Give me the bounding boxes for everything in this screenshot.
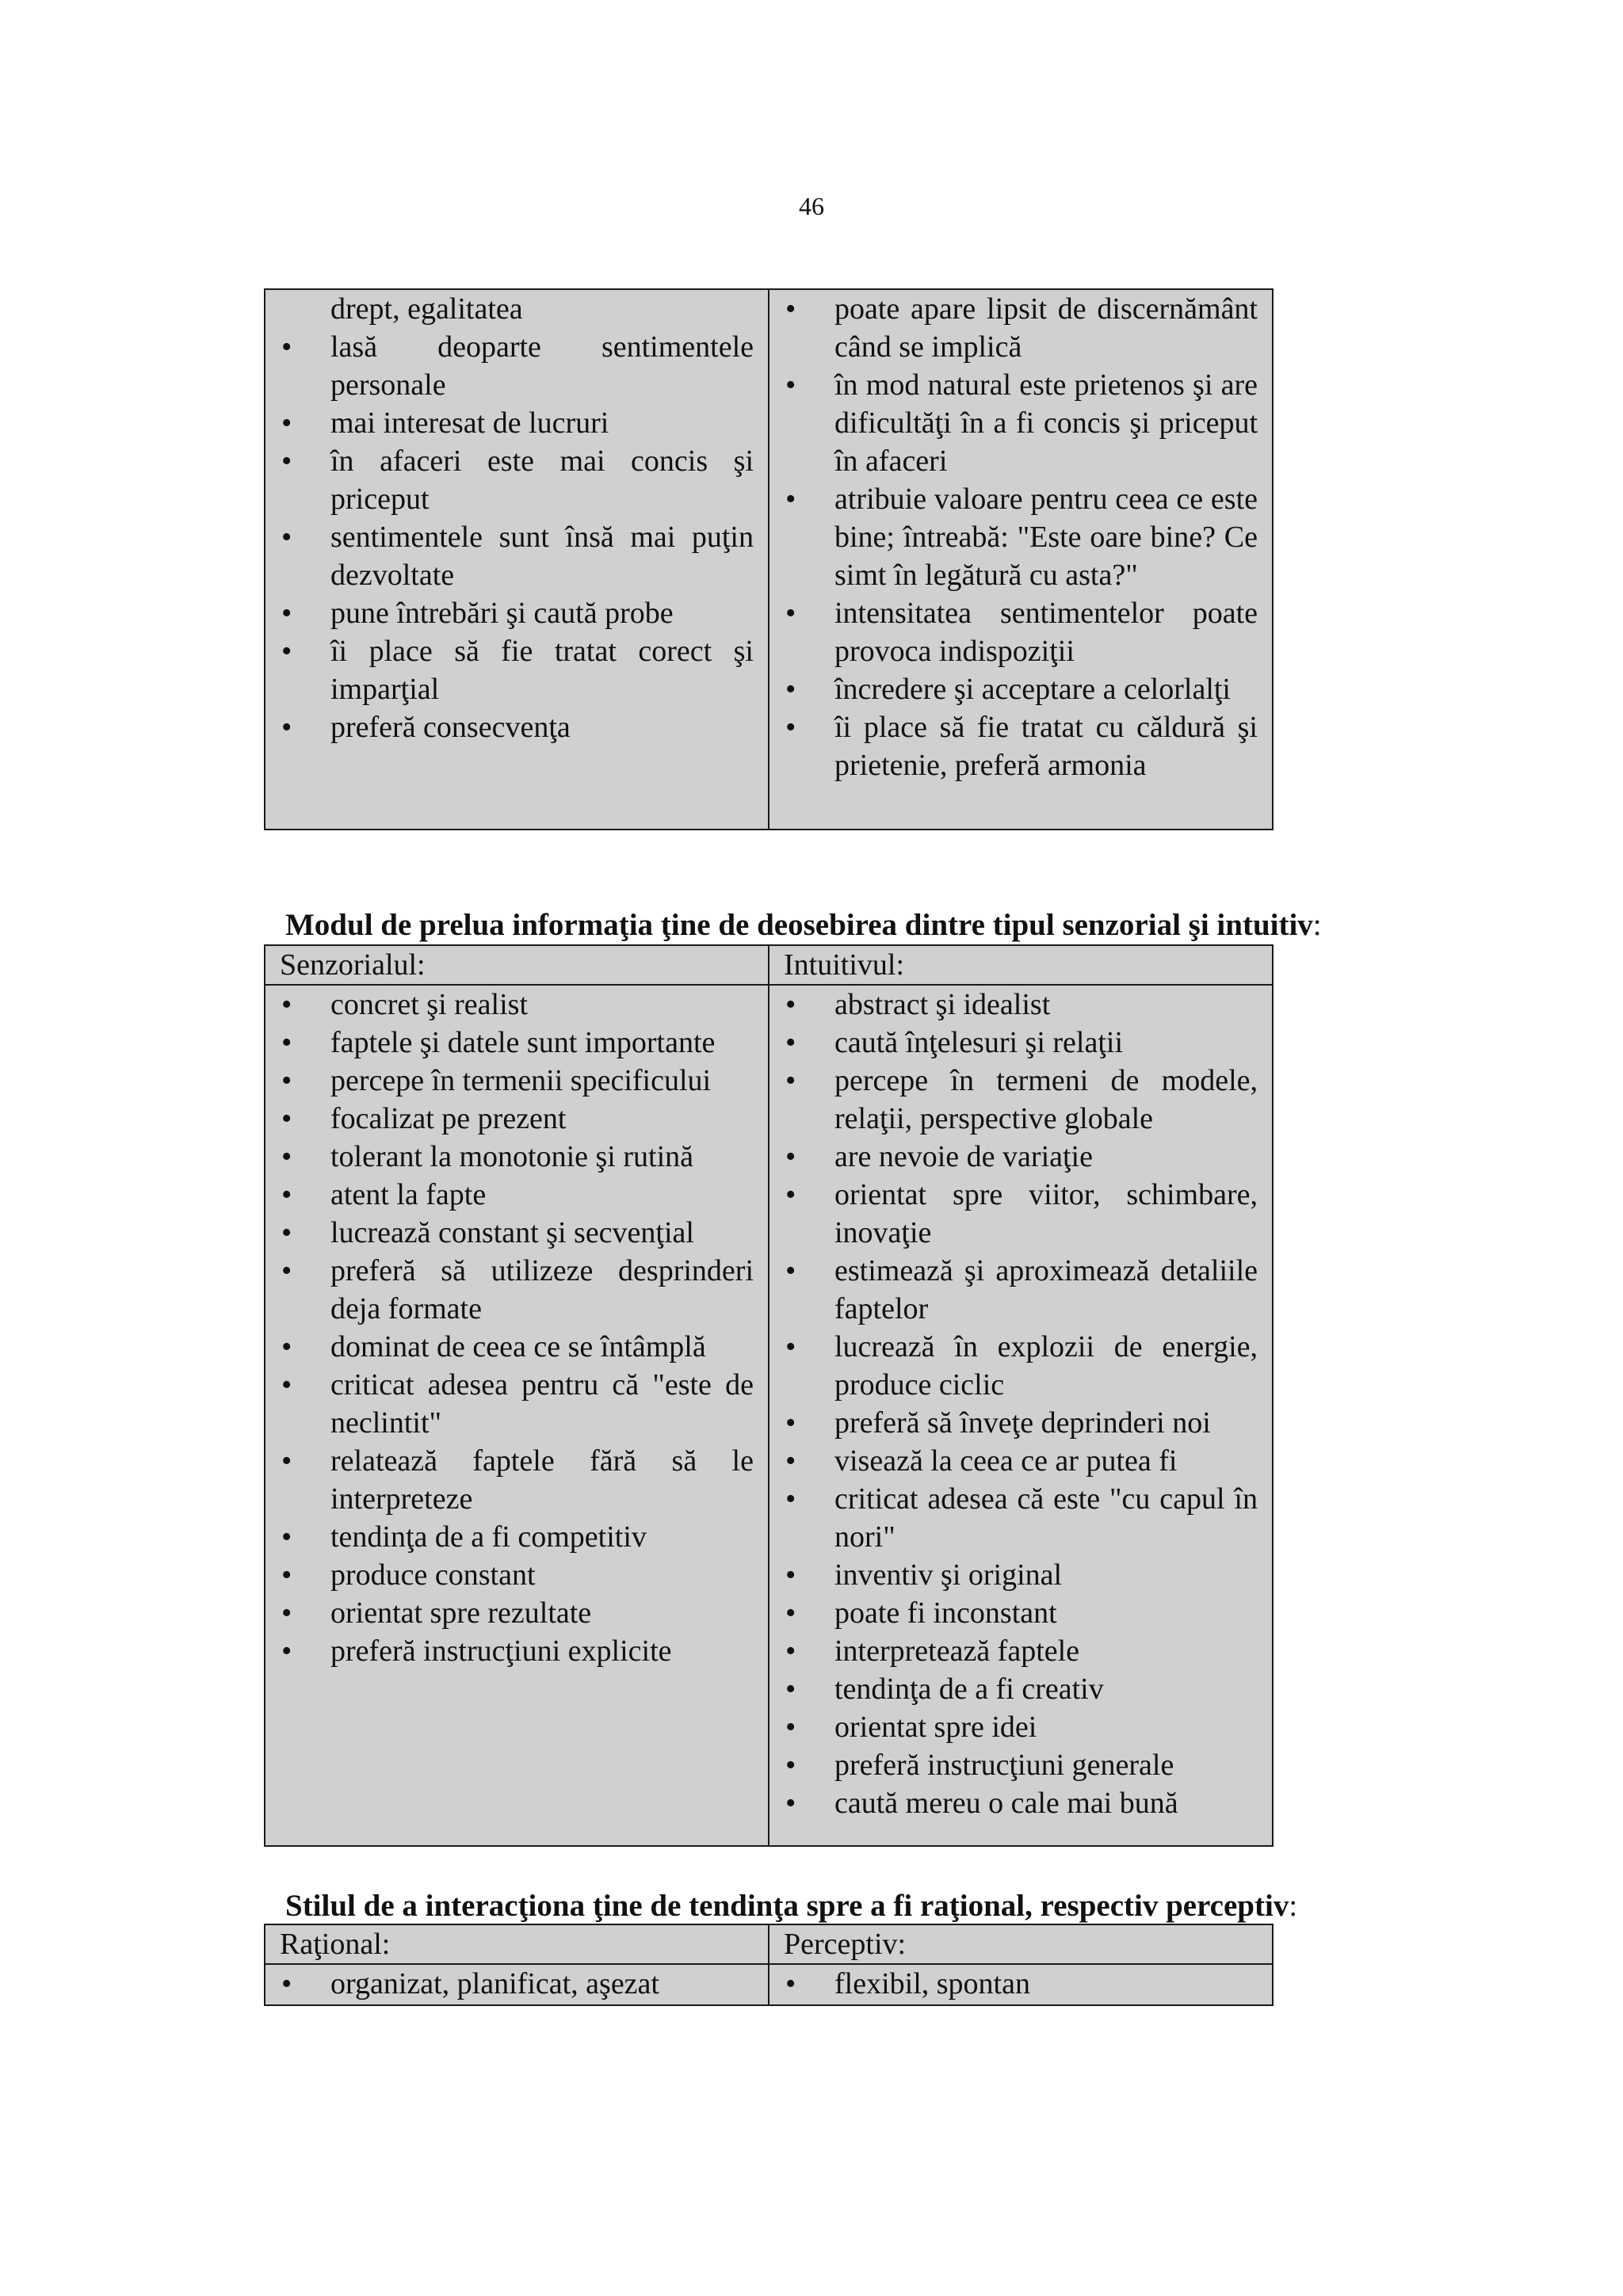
page-number: 46 <box>799 192 824 220</box>
header-perceptiv: Perceptiv: <box>784 1928 907 1961</box>
list-item: • pune întrebări şi caută probe <box>281 594 754 632</box>
intuitiv-list <box>785 986 1258 1822</box>
list-item: • focalizat pe prezent <box>281 1100 754 1138</box>
list-item: • caută înţelesuri şi relaţii <box>785 1024 1258 1062</box>
list-item: • produce constant <box>281 1556 754 1594</box>
thinking-feeling-table <box>264 288 1274 830</box>
list-item: • organizat, planificat, aşezat <box>281 1965 754 2003</box>
list-item: • preferă instrucţiuni generale <box>785 1746 1258 1784</box>
list-item: • inventiv şi original <box>785 1556 1258 1594</box>
list-item: • lucrează constant şi secvenţial <box>281 1214 754 1252</box>
list-item: • îi place să fie tratat cu căldură şi prietenie, preferă armonia <box>785 708 1258 784</box>
list-item: • orientat spre viitor, schimbare, inovaţie <box>785 1176 1258 1252</box>
header-rational: Raţional: <box>265 1925 769 1963</box>
header-intuitiv: Intuitivul: <box>784 948 904 982</box>
list-item: • sentimentele sunt însă mai puţin dezvoltate <box>281 518 754 594</box>
heading-colon: : <box>1289 1889 1298 1923</box>
list-item: • orientat spre idei <box>785 1708 1258 1746</box>
list-item: • visează la ceea ce ar putea fi <box>785 1442 1258 1480</box>
list-item: • faptele şi datele sunt importante <box>281 1024 754 1062</box>
thinking-list <box>281 290 754 746</box>
list-item: • concret şi realist <box>281 986 754 1024</box>
list-item: • atribuie valoare pentru ceea ce este bine; întreabă: "Este oare bine? Ce simt în legătură cu asta?" <box>785 480 1258 594</box>
list-item: • are nevoie de variaţie <box>785 1138 1258 1176</box>
perceptiv-list <box>785 1965 1258 2003</box>
list-item: • tolerant la monotonie şi rutină <box>281 1138 754 1176</box>
rational-list <box>281 1965 754 2003</box>
list-item: • estimează şi aproximează detaliile faptelor <box>785 1252 1258 1328</box>
list-item: • dominat de ceea ce se întâmplă <box>281 1328 754 1366</box>
list-item: • atent la fapte <box>281 1176 754 1214</box>
list-item: • poate apare lipsit de discernământ când se implică <box>785 290 1258 366</box>
intuitiv-column <box>769 986 1272 1845</box>
list-item: • lucrează în explozii de energie, produce ciclic <box>785 1328 1258 1404</box>
list-item: • poate fi inconstant <box>785 1594 1258 1632</box>
list-item: • preferă instrucţiuni explicite <box>281 1632 754 1670</box>
list-item: • relatează faptele fără să le interpreteze <box>281 1442 754 1518</box>
list-item: • preferă consecvenţa <box>281 708 754 746</box>
perceptiv-column <box>769 1965 1272 2004</box>
list-item: drept, egalitatea <box>330 292 523 326</box>
section-heading-sensing-intuition <box>285 907 1426 944</box>
list-item: • mai interesat de lucruri <box>281 404 754 442</box>
feeling-list <box>785 290 1258 784</box>
list-item: • interpretează faptele <box>785 1632 1258 1670</box>
thinking-column <box>265 290 769 829</box>
list-item: • lasă deoparte sentimentele personale <box>281 328 754 404</box>
list-item: • tendinţa de a fi competitiv <box>281 1518 754 1556</box>
heading-text: Stilul de a interacţiona ţine de tendinţa spre a fi raţional, respectiv perceptiv <box>285 1889 1289 1923</box>
list-item: • în afaceri este mai concis şi priceput <box>281 442 754 518</box>
heading-text: Modul de prelua informaţia ţine de deosebirea dintre tipul senzorial şi intuitiv <box>285 908 1313 942</box>
list-item: • percepe în termeni de modele, relaţii, perspective globale <box>785 1062 1258 1138</box>
section-heading-judging-perceiving <box>285 1888 1426 1924</box>
heading-colon: : <box>1312 908 1322 942</box>
list-item: • percepe în termenii specificului <box>281 1062 754 1100</box>
list-item: • tendinţa de a fi creativ <box>785 1670 1258 1708</box>
header-senzorial: Senzorialul: <box>265 946 769 984</box>
list-item: • încredere şi acceptare a celorlalţi <box>785 670 1258 708</box>
senzorial-list <box>281 986 754 1670</box>
list-item: • criticat adesea că este "cu capul în nori" <box>785 1480 1258 1556</box>
feeling-column <box>769 290 1272 829</box>
list-item: • preferă să utilizeze desprinderi deja formate <box>281 1252 754 1328</box>
list-item: • flexibil, spontan <box>785 1965 1258 2003</box>
list-item: • orientat spre rezultate <box>281 1594 754 1632</box>
sensing-intuition-table <box>264 944 1274 1847</box>
list-item: • îi place să fie tratat corect şi imparţial <box>281 632 754 708</box>
list-item: • preferă să înveţe deprinderi noi <box>785 1404 1258 1442</box>
judging-perceiving-table <box>264 1924 1274 2006</box>
senzorial-column <box>265 986 769 1845</box>
list-item: • intensitatea sentimentelor poate provoca indispoziţii <box>785 594 1258 670</box>
list-item: • în mod natural este prietenos şi are dificultăţi în a fi concis şi priceput în afaceri <box>785 366 1258 480</box>
rational-column <box>265 1965 769 2004</box>
list-item: • abstract şi idealist <box>785 986 1258 1024</box>
list-item: • caută mereu o cale mai bună <box>785 1784 1258 1822</box>
list-item: • criticat adesea pentru că "este de neclintit" <box>281 1366 754 1442</box>
